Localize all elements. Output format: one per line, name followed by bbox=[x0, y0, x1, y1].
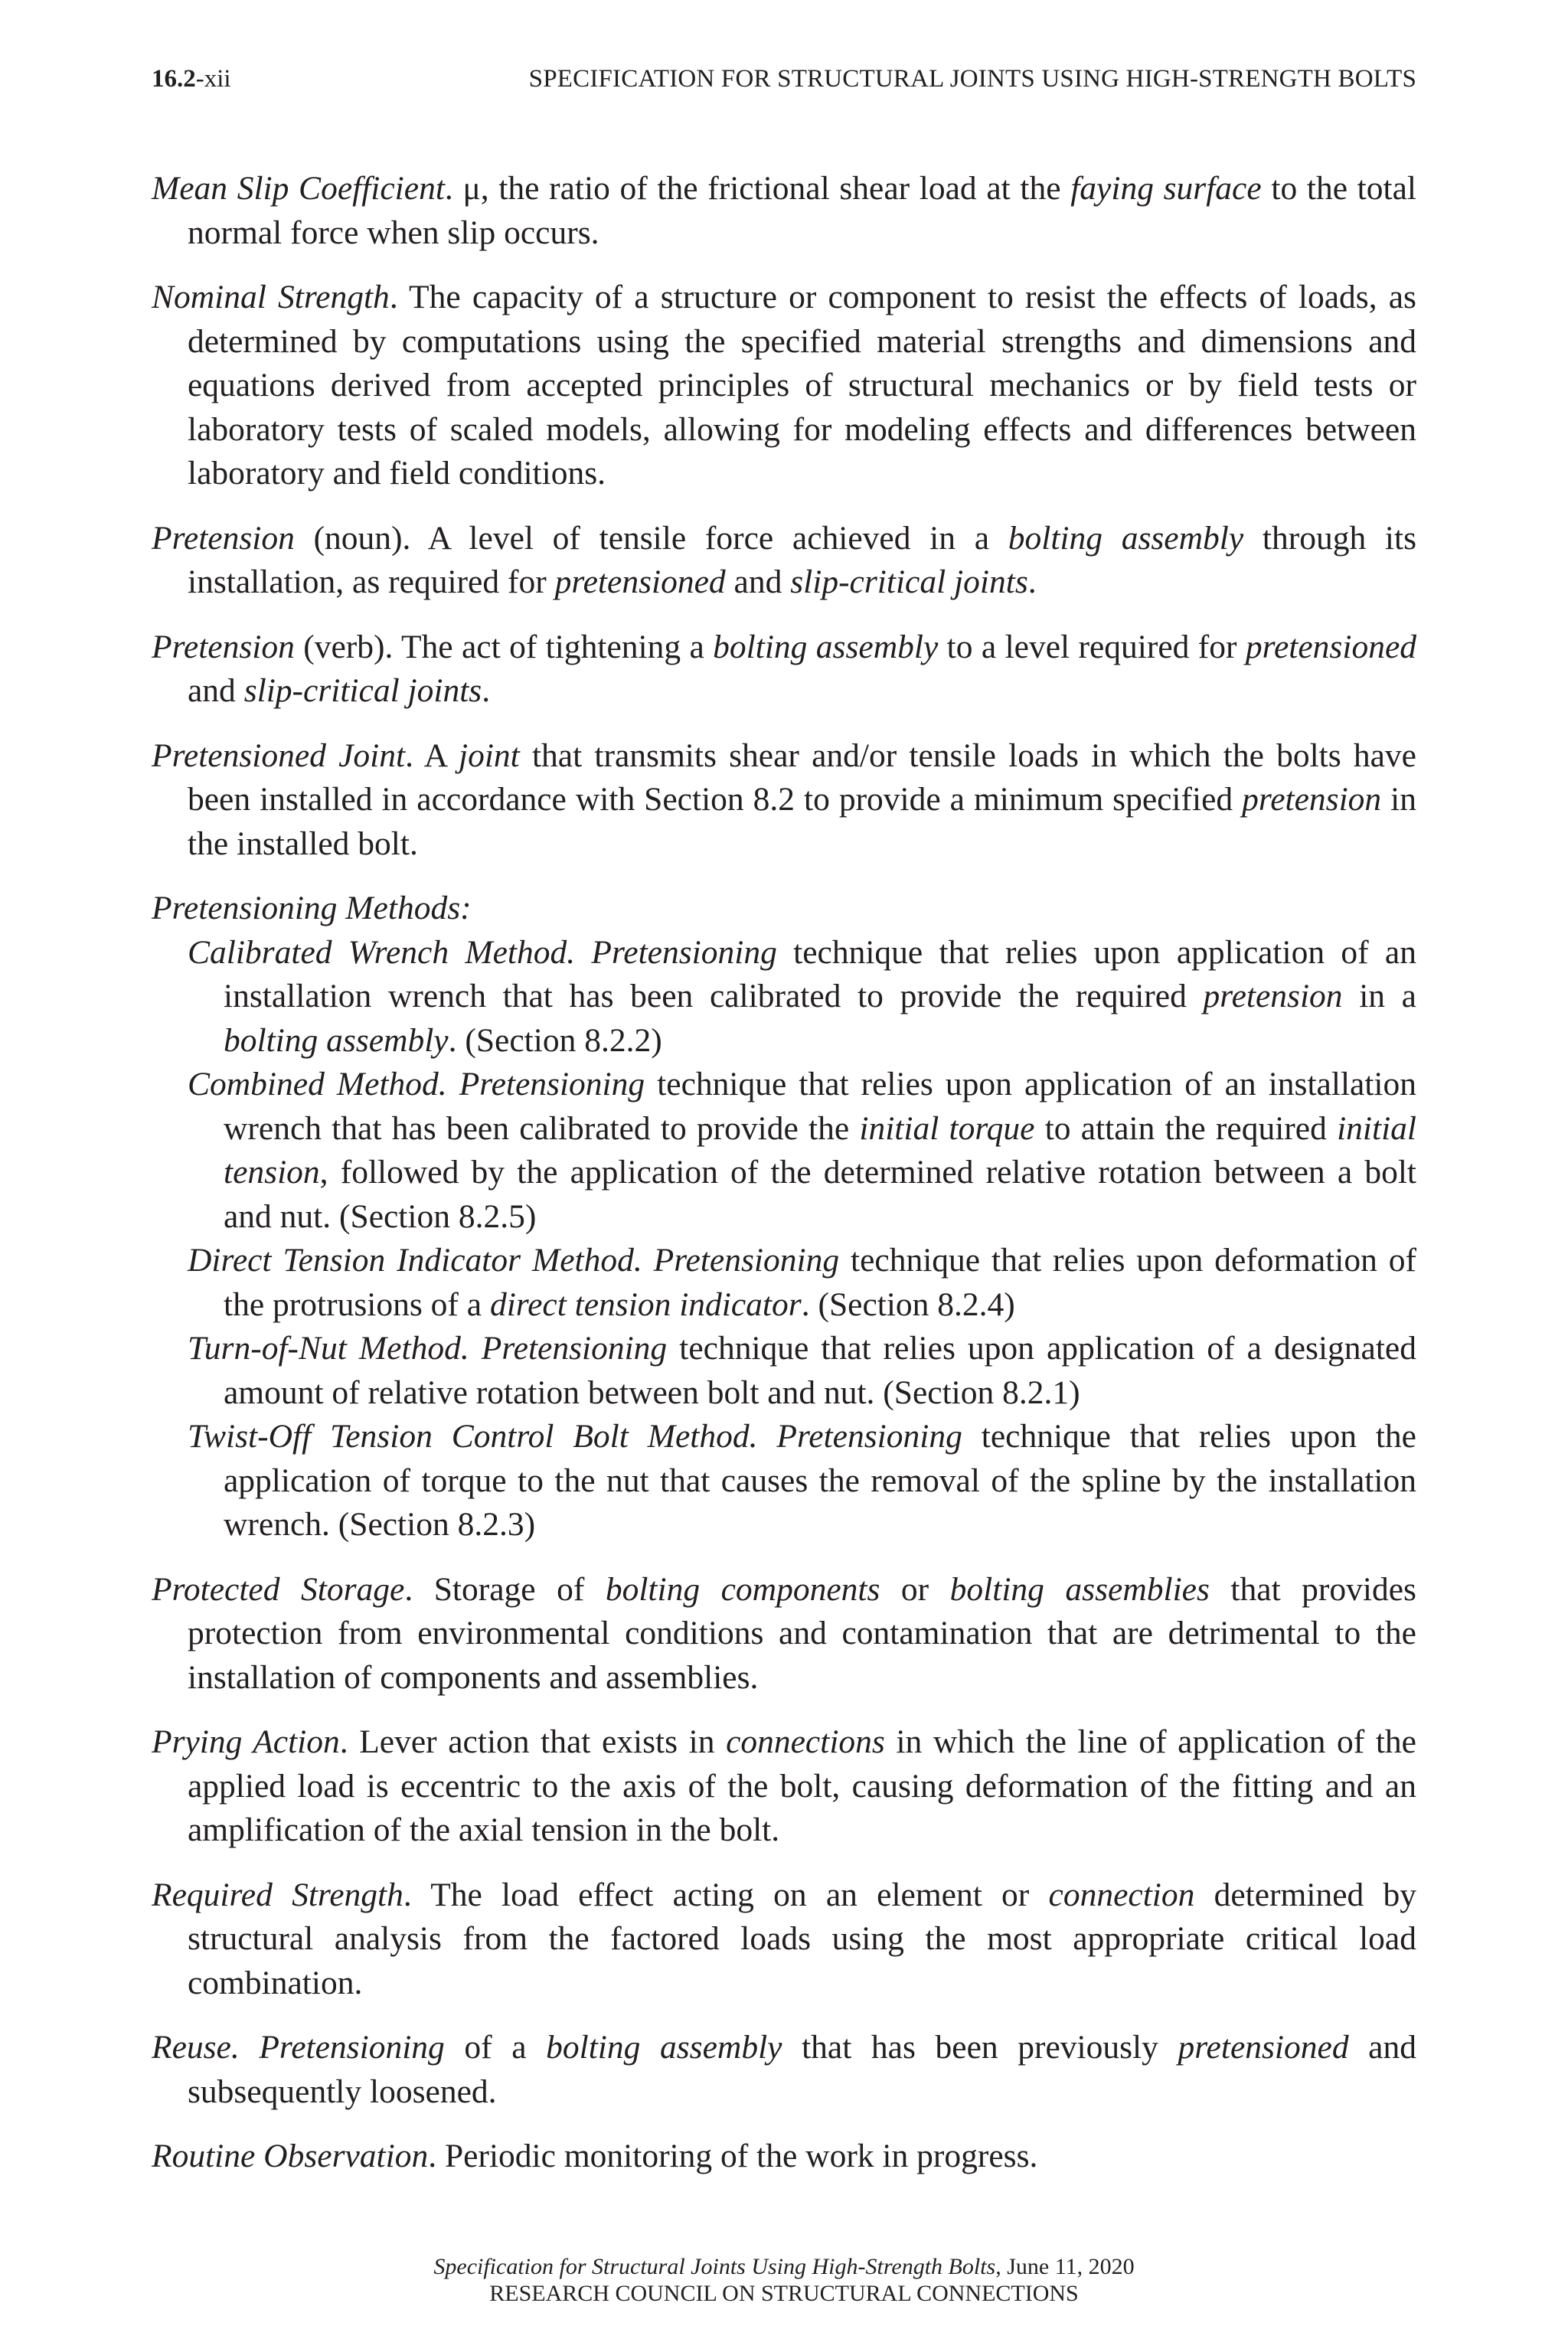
subentry-combined-method: Combined Method. Pretensioning technique that relies upon application of an installation wrench that has been calibrated to provide the initial torque to attain the required initial tension, followed by the application of the determined relative rotation between a bolt and nut. (Section 8.2.5) bbox=[188, 1066, 1417, 1235]
entry-pretensioning-methods: Pretensioning Methods: bbox=[152, 890, 472, 926]
entry-pretension-verb: Pretension (verb). The act of tightening a bolting assembly to a level required for pretensioned and slip-critical joints. bbox=[152, 628, 1417, 709]
subentry-calibrated-wrench-method: Calibrated Wrench Method. Pretensioning technique that relies upon application of an installation wrench that has been calibrated to provide the required pretension in a bolting assembly. (Section 8.2.2) bbox=[188, 933, 1416, 1059]
running-title: SPECIFICATION FOR STRUCTURAL JOINTS USING HIGH-STRENGTH BOLTS bbox=[528, 65, 1416, 93]
entry-pretension-noun: Pretension (noun). A level of tensile force achieved in a bolting assembly through its installation, as required for pretensioned and slip-critical joints. bbox=[152, 519, 1417, 600]
entry-pretensioned-joint: Pretensioned Joint. A joint that transmits shear and/or tensile loads in which the bolts have been installed in accordance with Section 8.2 to provide a minimum specified pretension in the installed bolt. bbox=[152, 737, 1416, 862]
entry-nominal-strength: Nominal Strength. The capacity of a structure or component to resist the effects of loads, as determined by computations using the specified material strengths and dimensions and equations derived from accepted principles of structural mechanics or by field tests or laboratory tests of scaled models, allowing for modeling effects and differences between laboratory and field conditions. bbox=[152, 279, 1416, 492]
subentry-twist-off-method: Twist-Off Tension Control Bolt Method. Pretensioning technique that relies upon the application of torque to the nut that causes the removal of the spline by the installation wrench. (Section 8.2.3) bbox=[188, 1418, 1416, 1543]
entry-protected-storage: Protected Storage. Storage of bolting components or bolting assemblies that provides protection from environmental conditions and contamination that are detrimental to the installation of components and assemblies. bbox=[152, 1570, 1416, 1696]
footer-citation: Specification for Structural Joints Using High-Strength Bolts, June 11, 2020 bbox=[433, 2254, 1135, 2279]
entry-required-strength: Required Strength. The load effect acting on an element or connection determined by structural analysis from the factored loads using the most appropriate critical load combination. bbox=[152, 1876, 1416, 2001]
entry-reuse: Reuse. Pretensioning of a bolting assembly that has been previously pretensioned and subsequently loosened. bbox=[152, 2029, 1416, 2110]
page-header bbox=[152, 60, 1416, 98]
footer-organization: RESEARCH COUNCIL ON STRUCTURAL CONNECTIONS bbox=[489, 2281, 1079, 2306]
subentry-direct-tension-indicator-method: Direct Tension Indicator Method. Pretensioning technique that relies upon deformation of the protrusions of a direct tension indicator. (Section 8.2.4) bbox=[188, 1242, 1416, 1323]
glossary-content bbox=[152, 167, 1416, 2200]
page-footer bbox=[152, 2253, 1416, 2307]
page-number: 16.2-xii bbox=[152, 65, 231, 93]
subentry-turn-of-nut-method: Turn-of-Nut Method. Pretensioning technique that relies upon application of a designated amount of relative rotation between bolt and nut. (Section 8.2.1) bbox=[188, 1330, 1416, 1411]
entry-mean-slip-coefficient: Mean Slip Coefficient. μ, the ratio of the frictional shear load at the faying surface to the total normal force when slip occurs. bbox=[152, 170, 1416, 251]
entry-routine-observation: Routine Observation. Periodic monitoring of the work in progress. bbox=[152, 2138, 1038, 2174]
entry-prying-action: Prying Action. Lever action that exists in connections in which the line of application of the applied load is eccentric to the axis of the bolt, causing deformation of the fitting and an amplification of the axial tension in the bolt. bbox=[152, 1723, 1416, 1848]
